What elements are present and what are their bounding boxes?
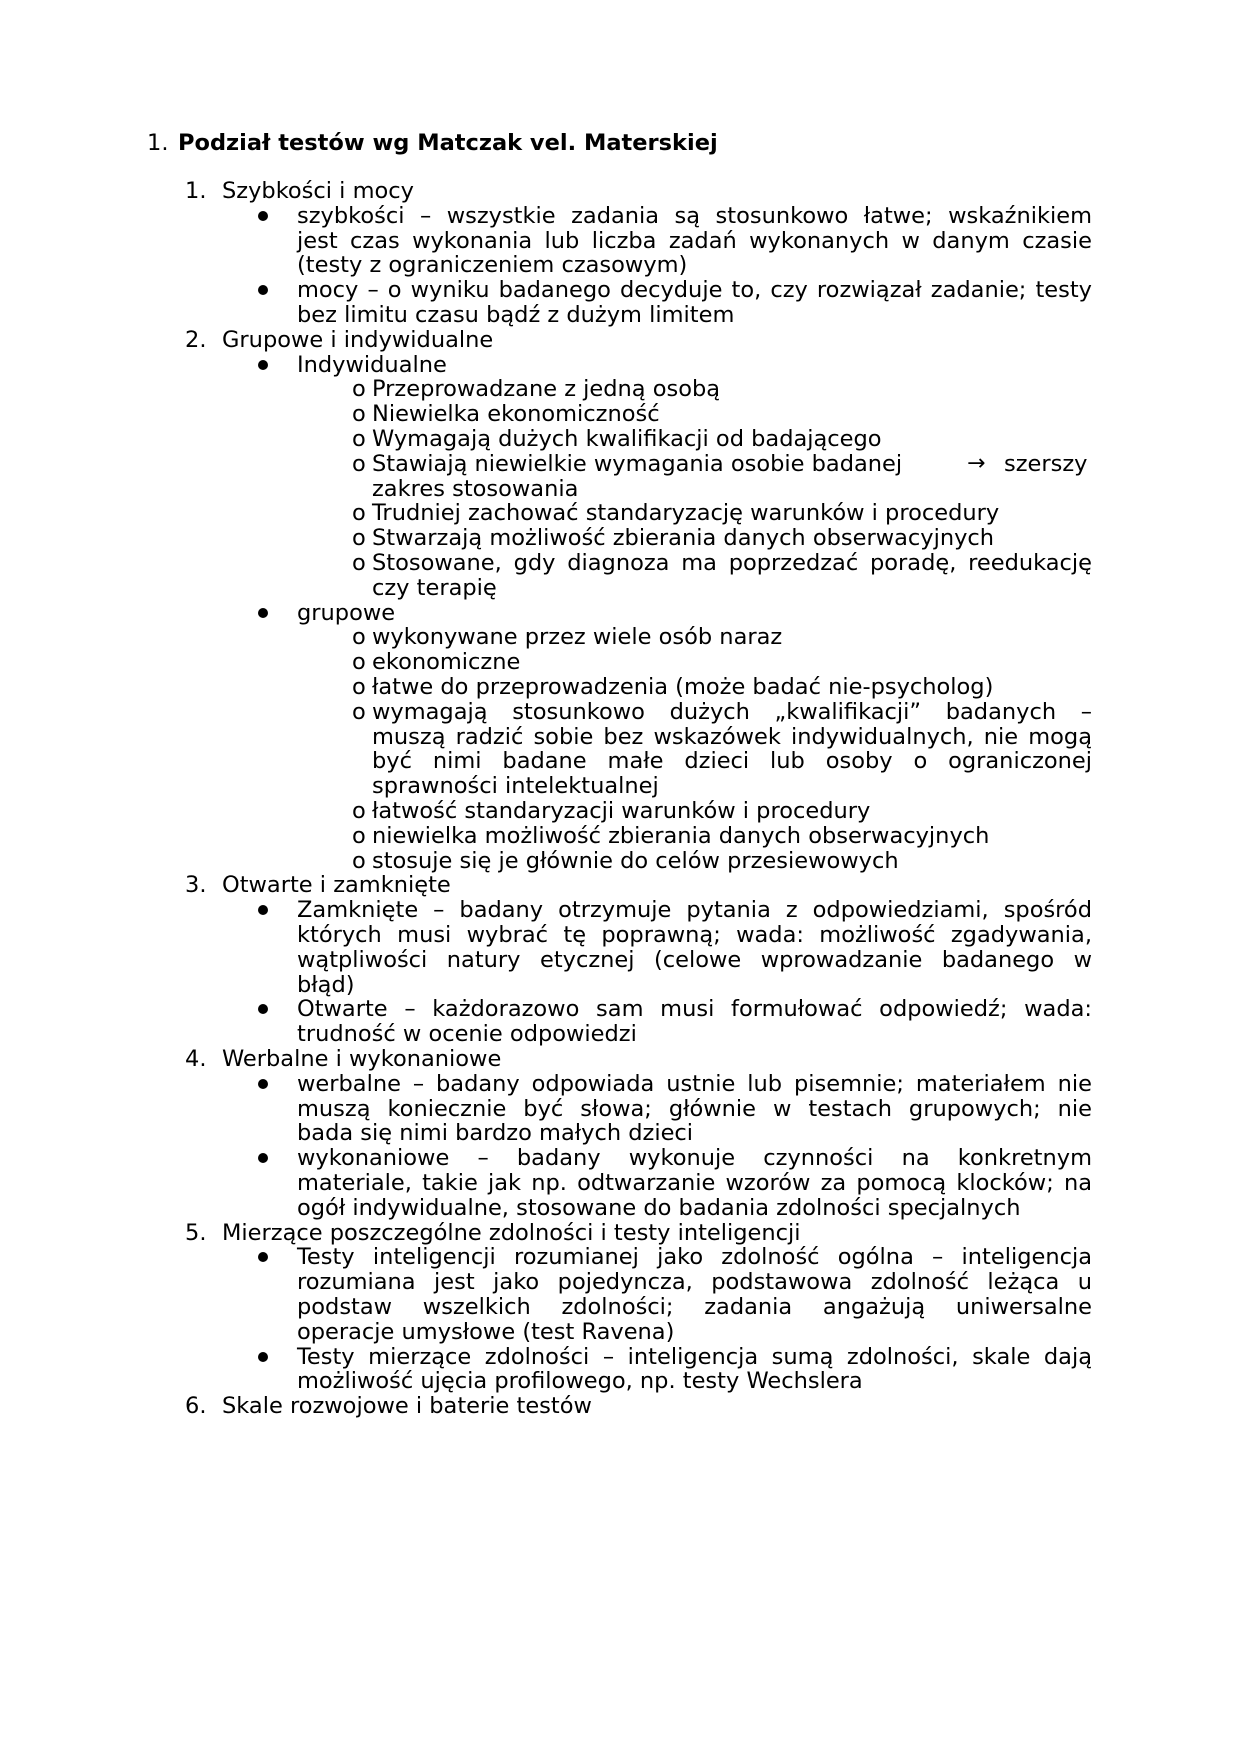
section-heading: Werbalne i wykonaniowe xyxy=(222,1046,502,1072)
bullet-icon xyxy=(258,1252,268,1262)
bullet-text: Testy mierzące zdolności – inteligencja sumą zdolności, skale dają xyxy=(297,1343,1092,1370)
page-title: Podział testów wg Matczak vel. Materskiej xyxy=(178,130,718,156)
bullet-text: szybkości – wszystkie zadania są stosunkowo łatwe; wskaźnikiem xyxy=(297,202,1092,229)
bullet-text: bez limitu czasu bądź z dużym limitem xyxy=(297,302,735,328)
bullet-text: trudność w ocenie odpowiedzi xyxy=(297,1021,637,1048)
section-number: 1. xyxy=(185,178,207,204)
sub-item-text: być nimi badane małe dzieci lub osoby o ograniczonej xyxy=(372,748,1092,775)
bullet-text: których musi wybrać tę poprawną; wada: możliwość zgadywania, xyxy=(297,922,1092,948)
circle-marker-icon: o xyxy=(352,798,366,824)
sub-item-text: zakres stosowania xyxy=(372,475,579,502)
circle-marker-icon: o xyxy=(352,525,366,552)
bullet-text: muszą koniecznie być słowa; głównie w testach grupowych; nie xyxy=(297,1095,1092,1122)
bullet-text: Testy inteligencji rozumianej jako zdolność ogólna – inteligencja xyxy=(297,1244,1092,1271)
circle-marker-icon: o xyxy=(352,550,366,576)
sub-item-text: ekonomiczne xyxy=(372,649,521,676)
section-heading: Szybkości i mocy xyxy=(222,178,414,204)
sub-item-text: Trudniej zachować standaryzację warunków i procedury xyxy=(372,500,1000,527)
sub-item-text: Wymagają dużych kwalifikacji od badającego xyxy=(372,426,882,452)
section-heading: Mierzące poszczególne zdolności i testy inteligencji xyxy=(222,1219,801,1246)
bullet-icon xyxy=(258,905,268,915)
bullet-text: błąd) xyxy=(297,971,355,998)
section-number: 6. xyxy=(185,1393,207,1420)
circle-marker-icon: o xyxy=(352,500,366,527)
sub-item-text: stosuje się je głównie do celów przesiewowych xyxy=(372,847,899,874)
bullet-text: jest czas wykonania lub liczba zadań wykonanych w danym czasie xyxy=(297,227,1092,254)
bullet-text: grupowe xyxy=(297,599,396,626)
circle-marker-icon: o xyxy=(352,426,366,452)
section-heading: Skale rozwojowe i baterie testów xyxy=(222,1393,592,1420)
sub-item-text: muszą radzić sobie bez wskazówek indywidualnych, nie mogą xyxy=(372,723,1092,750)
sub-item-text: Niewielka ekonomiczność xyxy=(372,401,660,428)
sub-item-text: łatwość standaryzacji warunków i procedury xyxy=(372,798,871,824)
bullet-text: możliwość ujęcia profilowego, np. testy Wechslera xyxy=(297,1368,863,1395)
circle-marker-icon: o xyxy=(352,674,366,700)
bullet-text: Zamknięte – badany otrzymuje pytania z odpowiedziami, spośród xyxy=(297,897,1092,924)
section-number: 5. xyxy=(185,1219,207,1246)
bullet-text: wykonaniowe – badany wykonuje czynności na konkretnym xyxy=(297,1145,1092,1172)
sub-item-text: łatwe do przeprowadzenia (może badać nie-psycholog) xyxy=(372,674,994,700)
sub-item-text: szerszy xyxy=(1004,450,1088,477)
title-number: 1. xyxy=(147,130,169,156)
bullet-icon xyxy=(258,1079,268,1089)
bullet-text: wątpliwości natury etycznej (celowe wprowadzanie badanego w xyxy=(297,946,1092,973)
section-heading: Grupowe i indywidualne xyxy=(222,326,494,353)
sub-item-text: czy terapię xyxy=(372,574,497,601)
bullet-text: (testy z ograniczeniem czasowym) xyxy=(297,252,688,279)
sub-item-text: Stwarzają możliwość zbierania danych obserwacyjnych xyxy=(372,525,995,552)
bullet-text: Indywidualne xyxy=(297,351,447,378)
arrow-right-icon: → xyxy=(967,450,986,476)
bullet-icon xyxy=(258,211,268,221)
sub-item-text: Stosowane, gdy diagnoza ma poprzedzać poradę, reedukację xyxy=(372,550,1092,576)
sub-item-text: Przeprowadzane z jedną osobą xyxy=(372,376,721,403)
circle-marker-icon: o xyxy=(352,698,366,725)
circle-marker-icon: o xyxy=(352,822,366,849)
bullet-text: Otwarte – każdorazowo sam musi formułować odpowiedź; wada: xyxy=(297,996,1092,1023)
circle-marker-icon: o xyxy=(352,847,366,874)
sub-item-text: niewielka możliwość zbierania danych obserwacyjnych xyxy=(372,822,990,849)
bullet-text: podstaw wszelkich zdolności; zadania angażują uniwersalne xyxy=(297,1294,1092,1320)
bullet-icon xyxy=(258,1352,268,1362)
bullet-text: bada się nimi bardzo małych dzieci xyxy=(297,1120,694,1147)
bullet-text: rozumiana jest jako pojedyncza, podstawowa zdolność leżąca u xyxy=(297,1269,1092,1296)
circle-marker-icon: o xyxy=(352,401,366,428)
section-number: 3. xyxy=(185,872,207,899)
circle-marker-icon: o xyxy=(352,450,366,477)
sub-item-text: Stawiają niewielkie wymagania osobie badanej xyxy=(372,450,903,477)
section-heading: Otwarte i zamknięte xyxy=(222,872,451,899)
bullet-text: operacje umysłowe (test Ravena) xyxy=(297,1318,675,1345)
bullet-icon xyxy=(258,1153,268,1163)
bullet-icon xyxy=(258,608,268,618)
bullet-icon xyxy=(258,360,268,370)
section-number: 2. xyxy=(185,326,207,353)
sub-item-text: wykonywane przez wiele osób naraz xyxy=(372,624,783,651)
bullet-text: materiale, takie jak np. odtwarzanie wzorów za pomocą klocków; na xyxy=(297,1170,1092,1196)
circle-marker-icon: o xyxy=(352,376,366,403)
sub-item-text: wymagają stosunkowo dużych „kwalifikacji” badanych – xyxy=(372,698,1092,725)
bullet-text: ogół indywidualne, stosowane do badania zdolności specjalnych xyxy=(297,1194,1021,1221)
circle-marker-icon: o xyxy=(352,649,366,676)
bullet-icon xyxy=(258,1004,268,1014)
sub-item-text: sprawności intelektualnej xyxy=(372,773,659,800)
bullet-text: mocy – o wyniku badanego decyduje to, czy rozwiązał zadanie; testy xyxy=(297,277,1092,304)
bullet-text: werbalne – badany odpowiada ustnie lub pisemnie; materiałem nie xyxy=(297,1070,1092,1097)
section-number: 4. xyxy=(185,1046,207,1072)
circle-marker-icon: o xyxy=(352,624,366,651)
bullet-icon xyxy=(258,285,268,295)
